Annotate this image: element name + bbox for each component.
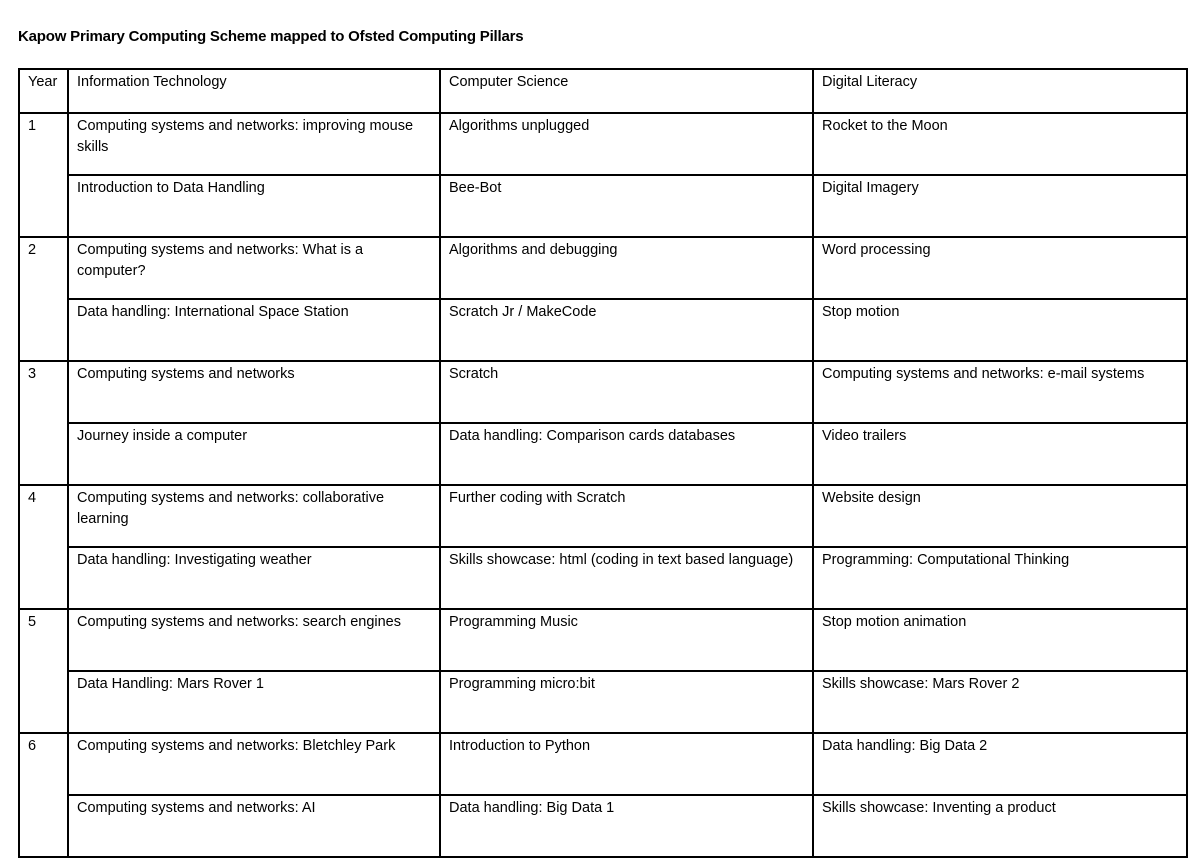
year-cell: 2	[19, 237, 68, 361]
header-information-technology: Information Technology	[68, 69, 440, 113]
table-row	[19, 609, 1187, 671]
dl-cell: Skills showcase: Inventing a product	[813, 795, 1187, 857]
cs-cell: Algorithms unplugged	[440, 113, 813, 175]
dl-cell: Website design	[813, 485, 1187, 547]
table-row	[19, 547, 1187, 609]
header-digital-literacy: Digital Literacy	[813, 69, 1187, 113]
dl-cell: Skills showcase: Mars Rover 2	[813, 671, 1187, 733]
cs-cell: Bee-Bot	[440, 175, 813, 237]
cs-cell: Algorithms and debugging	[440, 237, 813, 299]
cs-cell: Introduction to Python	[440, 733, 813, 795]
it-cell: Computing systems and networks: Bletchley Park	[68, 733, 440, 795]
dl-cell: Stop motion	[813, 299, 1187, 361]
dl-cell: Stop motion animation	[813, 609, 1187, 671]
year-cell: 4	[19, 485, 68, 609]
year-cell: 3	[19, 361, 68, 485]
cs-cell: Further coding with Scratch	[440, 485, 813, 547]
dl-cell: Programming: Computational Thinking	[813, 547, 1187, 609]
dl-cell: Word processing	[813, 237, 1187, 299]
table-row	[19, 733, 1187, 795]
table-row	[19, 175, 1187, 237]
table-row	[19, 237, 1187, 299]
it-cell: Computing systems and networks	[68, 361, 440, 423]
dl-cell: Computing systems and networks: e-mail systems	[813, 361, 1187, 423]
table-row	[19, 423, 1187, 485]
table-row	[19, 113, 1187, 175]
cs-cell: Programming Music	[440, 609, 813, 671]
table-row	[19, 671, 1187, 733]
cs-cell: Scratch Jr / MakeCode	[440, 299, 813, 361]
it-cell: Data Handling: Mars Rover 1	[68, 671, 440, 733]
it-cell: Computing systems and networks: search engines	[68, 609, 440, 671]
cs-cell: Data handling: Comparison cards databases	[440, 423, 813, 485]
dl-cell: Video trailers	[813, 423, 1187, 485]
dl-cell: Digital Imagery	[813, 175, 1187, 237]
year-cell: 1	[19, 113, 68, 237]
it-cell: Data handling: International Space Station	[68, 299, 440, 361]
cs-cell: Scratch	[440, 361, 813, 423]
curriculum-table	[18, 68, 1188, 858]
page-title: Kapow Primary Computing Scheme mapped to Ofsted Computing Pillars	[18, 28, 524, 45]
year-cell: 6	[19, 733, 68, 857]
header-year: Year	[19, 69, 68, 113]
it-cell: Computing systems and networks: What is a computer?	[68, 237, 440, 299]
cs-cell: Programming micro:bit	[440, 671, 813, 733]
it-cell: Data handling: Investigating weather	[68, 547, 440, 609]
cs-cell: Skills showcase: html (coding in text based language)	[440, 547, 813, 609]
it-cell: Journey inside a computer	[68, 423, 440, 485]
it-cell: Computing systems and networks: AI	[68, 795, 440, 857]
it-cell: Computing systems and networks: improving mouse skills	[68, 113, 440, 175]
header-computer-science: Computer Science	[440, 69, 813, 113]
it-cell: Introduction to Data Handling	[68, 175, 440, 237]
table-row	[19, 299, 1187, 361]
cs-cell: Data handling: Big Data 1	[440, 795, 813, 857]
year-cell: 5	[19, 609, 68, 733]
table-row	[19, 361, 1187, 423]
it-cell: Computing systems and networks: collaborative learning	[68, 485, 440, 547]
table-row	[19, 485, 1187, 547]
dl-cell: Rocket to the Moon	[813, 113, 1187, 175]
dl-cell: Data handling: Big Data 2	[813, 733, 1187, 795]
table-header-row	[19, 69, 1187, 113]
